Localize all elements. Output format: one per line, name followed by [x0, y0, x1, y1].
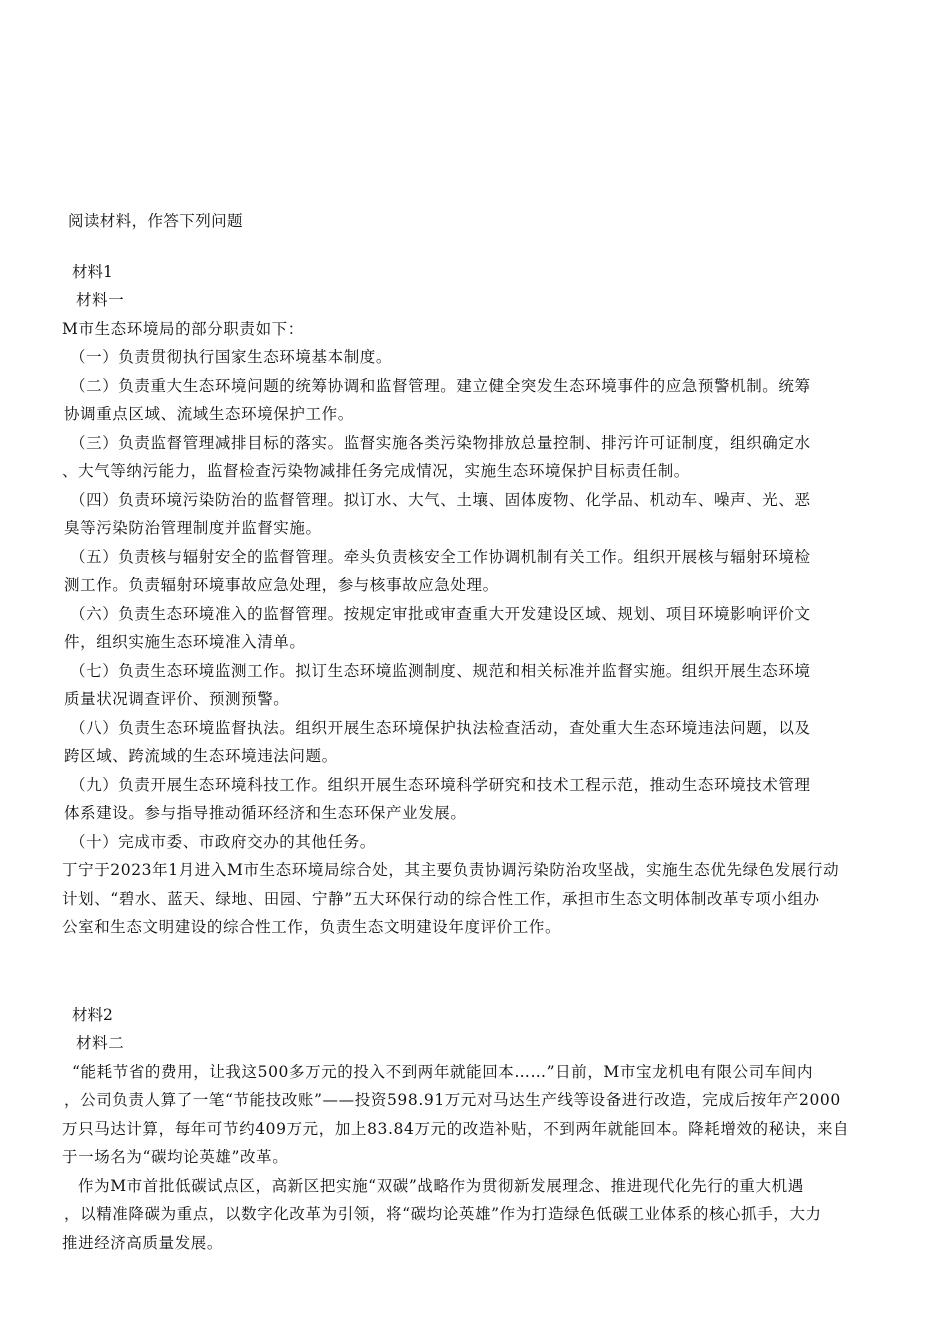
material-2-heading: 材料二 — [76, 1034, 125, 1052]
intro-instruction: 阅读材料，作答下列问题 — [68, 212, 243, 230]
material-2-line: ，公司负责人算了一笔“节能技改账”——投资598.91万元对马达生产线等设备进行改造，完成后按年产2000 — [64, 1091, 841, 1109]
material-1-line: 跨区域、跨流域的生态环境违法问题。 — [64, 747, 338, 765]
material-1-line: （九）负责开展生态环境科技工作。组织开展生态环境科学研究和技术工程示范，推动生态环境技术管理 — [70, 776, 811, 794]
material-1-line: 件，组织实施生态环境准入清单。 — [64, 633, 306, 651]
material-2-line: 于一场名为“碳均论英雄”改革。 — [62, 1148, 289, 1166]
material-1-line: 公室和生态文明建设的综合性工作，负责生态文明建设年度评价工作。 — [62, 918, 562, 936]
material-1-line: 协调重点区域、流域生态环境保护工作。 — [64, 405, 354, 423]
material-1-line: （十）完成市委、市政府交办的其他任务。 — [70, 833, 376, 851]
material-1-heading: 材料一 — [76, 291, 125, 309]
material-1-line: （七）负责生态环境监测工作。拟订生态环境监测制度、规范和相关标准并监督实施。组织开展生态环境 — [70, 662, 811, 680]
material-1-line: 、大气等纳污能力，监督检查污染物减排任务完成情况，实施生态环境保护目标责任制。 — [62, 462, 690, 480]
material-1-line: （五）负责核与辐射安全的监督管理。牵头负责核安全工作协调机制有关工作。组织开展核与辐射环境检 — [70, 548, 811, 566]
material-2-line: 推进经济高质量发展。 — [62, 1234, 224, 1252]
material-1-line: （三）负责监督管理减排目标的落实。监督实施各类污染物排放总量控制、排污许可证制度，组织确定水 — [70, 434, 811, 452]
material-1-line: 质量状况调查评价、预测预警。 — [64, 690, 290, 708]
material-1-line: 测工作。负责辐射环境事故应急处理，参与核事故应急处理。 — [64, 576, 499, 594]
material-2-line: 万只马达计算，每年可节约409万元，加上83.84万元的改造补贴，不到两年就能回本。降耗增效的秘诀，来自 — [62, 1120, 850, 1138]
material-1-line: （六）负责生态环境准入的监督管理。按规定审批或审查重大开发建设区域、规划、项目环境影响评价文 — [70, 605, 811, 623]
material-2-line: ，以精准降碳为重点，以数字化改革为引领，将“碳均论英雄”作为打造绿色低碳工业体系的核心抓手，大力 — [64, 1205, 822, 1223]
material-1-line: 计划、“碧水、蓝天、绿地、田园、宁静”五大环保行动的综合性工作，承担市生态文明体制改革专项小组办 — [62, 890, 820, 908]
material-1-line: （一）负责贯彻执行国家生态环境基本制度。 — [70, 348, 393, 366]
material-2-line: “能耗节省的费用，让我这500多万元的投入不到两年就能回本……”日前，M市宝龙机电有限公司车间内 — [72, 1063, 814, 1081]
material-1-line: （八）负责生态环境监督执法。组织开展生态环境保护执法检查活动，查处重大生态环境违法问题，以及 — [70, 719, 811, 737]
material-1-label: 材料1 — [72, 263, 113, 281]
material-1-line: （四）负责环境污染防治的监督管理。拟订水、大气、土壤、固体废物、化学品、机动车、噪声、光、恶 — [70, 491, 811, 509]
material-1-line: 丁宁于2023年1月进入M市生态环境局综合处，其主要负责协调污染防治攻坚战，实施生态优先绿色发展行动 — [62, 861, 840, 879]
material-1-line: M市生态环境局的部分职责如下： — [62, 320, 304, 338]
material-2-label: 材料2 — [72, 1006, 113, 1024]
material-1-line: 体系建设。参与指导推动循环经济和生态环保产业发展。 — [64, 804, 467, 822]
material-2-line: 作为M市首批低碳试点区，高新区把实施“双碳”战略作为贯彻新发展理念、推进现代化先行的重大机遇 — [78, 1177, 804, 1195]
material-1-line: （二）负责重大生态环境问题的统筹协调和监督管理。建立健全突发生态环境事件的应急预警机制。统筹 — [70, 377, 811, 395]
material-1-line: 臭等污染防治管理制度并监督实施。 — [64, 519, 322, 537]
